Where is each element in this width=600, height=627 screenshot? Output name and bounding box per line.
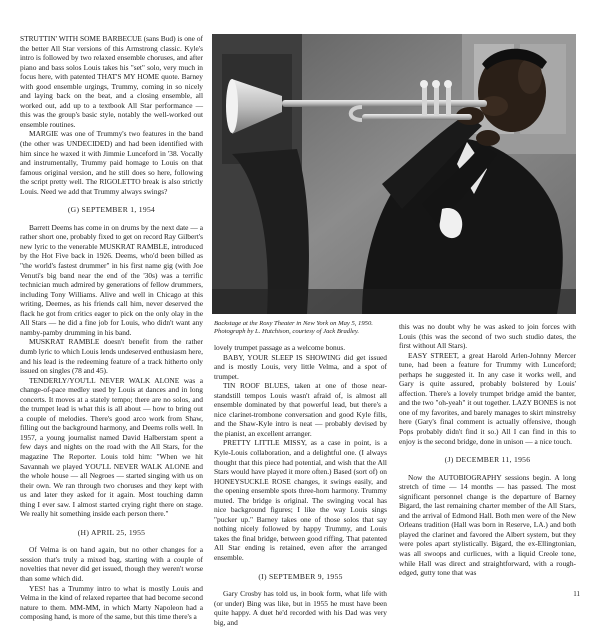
paragraph: Gary Crosby has told us, in book form, what life with (or under) Bing was like, but in 1955 he must have been quite happy. A duet he'd recorded with his Dad was very big, and [214,589,387,627]
paragraph: PRETTY LITTLE MISSY, as a case in point, is a Kyle-Louis collaboration, and a delightful one. (I always thought that this piece had potential, and wish that the All Stars would have played it more often.) Based (sort of) on HONEYSUCKLE ROSE changes, it swings easily, and the opening ensemble spots three-horn harmony. Trummy muted. The bridge is original. The swinging vocal has nice background figures; I like the way Louis sings "pucker up." Barney takes one of those solos that say nothing nicely followed by happy Trummy, and Louis takes the final bridge, between good riffing. That patented All Star ending is retained, even after the arranged ensemble. [214,438,387,563]
section-heading: (H) APRIL 25, 1955 [77,527,146,537]
middle-column [214,343,387,627]
caption-credit: Photograph by L. Hutchison, courtesy of Jack Bradley. [214,328,360,336]
page-number: 11 [573,590,580,598]
paragraph: MUSKRAT RAMBLE doesn't benefit from the rather dumb lyric to which Louis lends undeserved enthusiasm here, and his lead is the redeeming feature of a track hitherto only issued on singles (78 and 45). [20,337,203,376]
photo-caption [214,320,414,336]
paragraph: Barrett Deems has come in on drums by the next date — a rather short one, probably fixed to get on record Ray Gilbert's new lyric to the venerable MUSKRAT RAMBLE, introduced by the Hot Five back in 1926. Deems, who'd been billed as "the world's fastest drummer" in his first name gig (with Joe Venuti's big band near the end of the '30s) was a terrific technician much admired by generations of fellow drummers, including Tony Williams. Alive and well in Chicago at this writing, Deemes, as his friends call him, never deserved the flack he got from critics eager to pick on the only olay in the All Stars — he did a fine job for Louis, who didn't want any namby-pamby drumming in his band. [20,222,203,337]
caption-line: Backstage at the Roxy Theater in New York on May 5, 1950. [214,320,373,327]
paragraph: BABY, YOUR SLEEP IS SHOWING did get issued and is mostly Louis, very little Velma, and a spot of trumpet. [214,352,387,381]
paragraph: Of Velma is on hand again, but no other changes for a session that's truly a mixed bag, starting with a couple of novelties that never did get issued, though they weren't worse than some which did. [20,545,203,583]
paragraph: this was no doubt why he was asked to join forces with Louis (this was the second of two such studio dates, the first without All Stars). [399,322,576,351]
right-column [399,322,576,578]
paragraph: MARGIE was one of Trummy's two features in the band (the other was UNDECIDED) and had been identified with him since he waxed it with Jimmie Lunceford in '38. Vocally and instrumentally, Trummy paid homage to Louis on that famous original version, and he still does so here, following the script pretty well. The RIGOLETTO break is also strictly Louis. Need we add that Trummy always swings? [20,129,203,196]
section-heading: (J) DECEMBER 11, 1956 [444,455,531,465]
paragraph: YES! has a Trummy intro to what is mostly Louis and Velma in the kind of relaxed repartee that had become second nature to them. MM-MM, in which Marty Napoleon had a composing hand, is more of the same, but this time there's a [20,583,203,622]
paragraph: EASY STREET, a great Harold Arlen-Johnny Mercer tune, had been a feature for Trummy with Lunceford; perhaps he suggested it. In any case it works well, and Gary is quite assured, probably bolstered by Louis' affection. There's a lovely trumpet bridge amid the banter, and the two "oh-yeah" it out together. LAZY BONES is not one of my favorites, and barely manages to skirt minstrelsy here (Gary's final comment is actually offensive, though Pops probably didn't find it so.) All I can find in this to enjoy is the second bridge, done in unison — a nice touch. [399,350,576,446]
section-heading: (G) SEPTEMBER 1, 1954 [67,205,156,215]
photo-illustration [212,34,576,314]
paragraph: Now the AUTOBIOGRAPHY sessions begin. A long stretch of time — 14 months — has passed. The most significant personnel change is the departure of Barney Bigard, the last remaining charter member of the All Stars, and the arrival of Edmond Hall. Both men were of the New Orleans tradition (Hall was born in Reserve, LA.) and both played the clarinet and favored the Albert system, but they were poles apart stylistically. Bigard, the ex-Ellingtonian, was all swoops and curlicues, with a liquid Creole tone, while Hall was direct and straightforward, with a rough-edged, gutty tone that was [399,472,576,578]
left-column [20,34,203,622]
paragraph: STRUTTIN' WITH SOME BARBECUE (sans Bud) is one of the better All Star versions of this Armstrong classic. Kyle's intro is followed by two relaxed ensemble choruses, and after piano and bass solos Louis takes his "set" solo, very much in focus here, with patented THAT'S MY HOME quote. Barney with good ensemble urgings, Trummy, coming in so nicely and laying back on the beat, and a closing ensemble, all worked out, add up to a textbook All Star performance — this was the group's basic style, notably the well-worked out ensemble routines. [20,34,203,129]
trumpet-player-photo [212,34,576,314]
paragraph: TENDERLY/YOU'LL NEVER WALK ALONE was a change-of-pace medley used by Louis at dances and in long concerts. It moves at a stately tempo; there are no solos, and the trumpet lead is what this is all about — how to bring out a couple of melodies. There's good arco work from Shaw, filling out the background harmony, and Deems rolls well. In 1957, a young journalist named David Halberstam spent a few days and nights on the road with the All Stars, for the magazine The Reporter. Louis told him: "When we hit Savannah we played YOU'LL NEVER WALK ALONE and the whole house — all Negroes — started singing with us on their own. We ran through two choruses and they kept with us and later they asked for it again. Most touching damn thing I ever saw. I almost started crying right there on stage. We really hit something inside each person there." [20,375,203,519]
paragraph: TIN ROOF BLUES, taken at one of those near-standstill tempos Louis wasn't afraid of, is almost all ensemble dominated by that powerful lead, but there's a nice clarinet-trombone conversation and good Kyle fills, and the Shaw-Kyle intro is neat — probably devised by the pianist, an excellent arranger. [214,381,387,438]
paragraph: lovely trumpet passage as a welcome bonus. [214,343,346,352]
section-heading: (I) SEPTEMBER 9, 1955 [258,571,343,581]
